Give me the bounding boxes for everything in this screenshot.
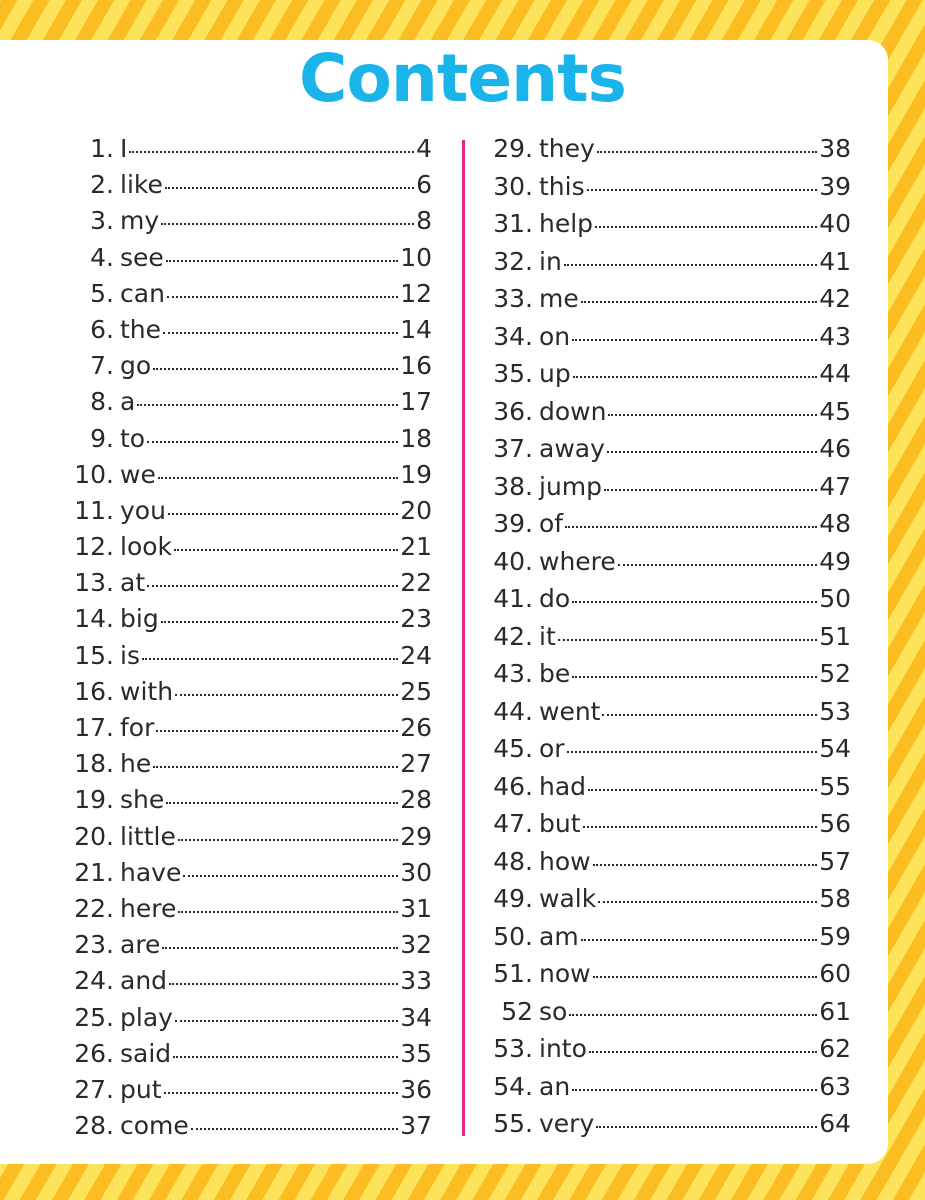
dot-leader	[137, 404, 398, 406]
entry-page-number: 47	[819, 471, 851, 501]
entry-page-number: 31	[400, 893, 432, 923]
dot-leader	[608, 414, 817, 416]
entry-number: 18.	[74, 749, 114, 779]
contents-entry	[66, 966, 432, 1002]
contents-entry	[66, 641, 432, 677]
dot-leader	[166, 802, 398, 804]
entry-word: jump	[539, 471, 603, 501]
contents-entry	[485, 209, 851, 247]
contents-entry	[66, 785, 432, 821]
dot-leader	[162, 947, 398, 949]
dot-leader	[567, 751, 818, 753]
entry-page-number: 34	[400, 1002, 432, 1032]
entry-word: now	[539, 959, 591, 988]
entry-word: he	[120, 749, 152, 779]
entry-page-number: 14	[400, 314, 432, 344]
dot-leader	[597, 151, 817, 153]
contents-entry	[485, 847, 851, 885]
contents-entry	[66, 170, 432, 206]
contents-entry	[66, 351, 432, 387]
contents-column-left	[66, 134, 432, 1147]
dot-leader	[147, 441, 398, 443]
contents-entry	[485, 959, 851, 997]
contents-entry	[485, 1109, 851, 1147]
entry-number: 25.	[74, 1002, 114, 1032]
entry-number: 43.	[493, 659, 533, 688]
entry-page-number: 54	[819, 734, 851, 763]
entry-number: 7.	[90, 351, 114, 381]
entry-word: at	[120, 568, 146, 598]
contents-entry	[485, 284, 851, 322]
entry-number: 24.	[74, 966, 114, 996]
dot-leader	[178, 911, 398, 913]
column-divider	[462, 140, 465, 1136]
dot-leader	[165, 187, 414, 189]
entry-page-number: 22	[400, 568, 432, 598]
dot-leader	[174, 549, 398, 551]
entry-page-number: 35	[400, 1038, 432, 1068]
entry-number: 54.	[493, 1071, 533, 1101]
entry-number: 2.	[90, 170, 114, 200]
entry-word: this	[539, 171, 585, 201]
contents-entry	[485, 434, 851, 472]
dot-leader	[581, 939, 818, 941]
entry-word: here	[120, 893, 177, 923]
entry-word: or	[539, 734, 565, 763]
entry-word: play	[120, 1002, 173, 1032]
entry-page-number: 4	[416, 134, 432, 163]
entry-number: 9.	[90, 423, 114, 453]
dot-leader	[588, 789, 817, 791]
entry-page-number: 33	[400, 966, 432, 996]
contents-entry	[66, 822, 432, 858]
dot-leader	[178, 839, 398, 841]
entry-page-number: 24	[400, 640, 432, 670]
entry-number: 16.	[74, 676, 114, 706]
entry-number: 15.	[74, 640, 114, 670]
entry-page-number: 42	[819, 284, 851, 313]
entry-word: me	[539, 284, 579, 313]
entry-word: walk	[539, 884, 597, 913]
page-title: Contents	[299, 40, 626, 117]
dot-leader	[595, 226, 817, 228]
contents-entry	[66, 1003, 432, 1039]
entry-word: is	[120, 640, 140, 670]
contents-entry	[485, 772, 851, 810]
entry-word: and	[120, 966, 168, 996]
dot-leader	[558, 639, 817, 641]
dot-leader	[161, 223, 414, 225]
entry-number: 47.	[493, 809, 533, 838]
entry-number: 36.	[493, 396, 533, 426]
entry-word: said	[120, 1038, 172, 1068]
contents-entry	[66, 532, 432, 568]
entry-page-number: 32	[400, 930, 432, 960]
entry-page-number: 37	[400, 1111, 432, 1141]
entry-word: very	[539, 1109, 595, 1138]
entry-word: where	[539, 546, 616, 576]
dot-leader	[587, 189, 818, 191]
contents-entry	[66, 206, 432, 242]
entry-number: 34.	[493, 321, 533, 351]
entry-page-number: 18	[400, 423, 432, 453]
entry-number: 44.	[493, 696, 533, 726]
dot-leader	[168, 513, 398, 515]
entry-page-number: 17	[400, 387, 432, 417]
entry-number: 28.	[74, 1111, 114, 1141]
dot-leader	[602, 714, 817, 716]
entry-word: my	[120, 206, 160, 236]
entry-page-number: 45	[819, 396, 851, 426]
contents-entry	[485, 997, 851, 1035]
entry-word: went	[539, 696, 601, 726]
contents-entry	[66, 749, 432, 785]
contents-entry	[485, 1072, 851, 1110]
entry-page-number: 49	[819, 546, 851, 576]
dot-leader	[618, 564, 817, 566]
entry-number: 55.	[493, 1109, 533, 1138]
entry-word: to	[120, 423, 146, 453]
entry-word: come	[120, 1111, 189, 1141]
contents-entry	[66, 1111, 432, 1147]
contents-entry	[485, 247, 851, 285]
entry-page-number: 59	[819, 921, 851, 951]
dot-leader	[164, 1092, 399, 1094]
dot-leader	[163, 332, 398, 334]
entry-word: I	[120, 134, 128, 163]
entry-number: 6.	[90, 314, 114, 344]
contents-entry	[485, 322, 851, 360]
contents-entry	[485, 809, 851, 847]
entry-word: look	[120, 532, 173, 562]
entry-word: away	[539, 434, 605, 463]
contents-entry	[485, 697, 851, 735]
contents-entry	[66, 894, 432, 930]
contents-entry	[485, 134, 851, 172]
contents-entry	[66, 496, 432, 532]
entry-number: 38.	[493, 471, 533, 501]
entry-number: 26.	[74, 1038, 114, 1068]
entry-number: 13.	[74, 568, 114, 598]
dot-leader	[583, 826, 818, 828]
entry-word: see	[120, 242, 164, 272]
entry-number: 39.	[493, 509, 533, 538]
entry-number: 32.	[493, 246, 533, 276]
contents-entry	[66, 568, 432, 604]
contents-entry	[66, 387, 432, 423]
entry-word: the	[120, 314, 162, 344]
dot-leader	[589, 1051, 817, 1053]
contents-entry	[66, 1039, 432, 1075]
entry-number: 29.	[493, 134, 533, 163]
dot-leader	[593, 976, 818, 978]
contents-entry	[66, 858, 432, 894]
entry-number: 20.	[74, 821, 114, 851]
contents-entry	[66, 677, 432, 713]
contents-entry	[485, 472, 851, 510]
contents-entry	[485, 547, 851, 585]
entry-number: 22.	[74, 893, 114, 923]
contents-entry	[66, 424, 432, 460]
dot-leader	[158, 477, 398, 479]
entry-word: on	[539, 321, 571, 351]
entry-word: so	[539, 996, 568, 1026]
dot-leader	[581, 301, 817, 303]
entry-number: 53.	[493, 1034, 533, 1063]
entry-page-number: 28	[400, 785, 432, 815]
entry-number: 30.	[493, 171, 533, 201]
entry-number: 8.	[90, 387, 114, 417]
contents-entry	[66, 279, 432, 315]
entry-word: but	[539, 809, 581, 838]
entry-word: they	[539, 134, 595, 163]
entry-page-number: 25	[400, 676, 432, 706]
dot-leader	[153, 368, 398, 370]
entry-page-number: 21	[400, 532, 432, 562]
entry-page-number: 53	[819, 696, 851, 726]
dot-leader	[129, 151, 414, 153]
entry-number: 50.	[493, 921, 533, 951]
dot-leader	[593, 864, 818, 866]
entry-word: go	[120, 351, 152, 381]
entry-number: 1.	[90, 134, 114, 163]
entry-number: 37.	[493, 434, 533, 463]
entry-number: 19.	[74, 785, 114, 815]
dot-leader	[175, 1020, 398, 1022]
entry-word: do	[539, 584, 571, 613]
entry-word: for	[120, 713, 155, 742]
contents-entry	[485, 659, 851, 697]
entry-page-number: 39	[819, 171, 851, 201]
entry-page-number: 10	[400, 242, 432, 272]
entry-word: we	[120, 459, 156, 489]
contents-entry	[485, 884, 851, 922]
entry-number: 48.	[493, 846, 533, 876]
dot-leader	[607, 451, 817, 453]
entry-page-number: 44	[819, 359, 851, 388]
entry-number: 23.	[74, 930, 114, 960]
entry-number: 12.	[74, 532, 114, 562]
entry-page-number: 60	[819, 959, 851, 988]
dot-leader	[166, 260, 398, 262]
entry-page-number: 40	[819, 209, 851, 238]
entry-word: it	[539, 621, 556, 651]
contents-entry	[66, 134, 432, 170]
entry-word: she	[120, 785, 165, 815]
dot-leader	[604, 489, 817, 491]
dot-leader	[596, 1126, 817, 1128]
entry-page-number: 57	[819, 846, 851, 876]
dot-leader	[142, 658, 398, 660]
entry-page-number: 27	[400, 749, 432, 779]
entry-word: down	[539, 396, 607, 426]
entry-page-number: 46	[819, 434, 851, 463]
entry-number: 42.	[493, 621, 533, 651]
entry-number: 35.	[493, 359, 533, 388]
entry-word: had	[539, 771, 587, 801]
dot-leader	[598, 901, 817, 903]
dot-leader	[167, 296, 398, 298]
entry-number: 33.	[493, 284, 533, 313]
entry-word: put	[120, 1074, 162, 1104]
contents-entry	[485, 734, 851, 772]
entry-number: 52	[501, 996, 533, 1026]
entry-page-number: 51	[819, 621, 851, 651]
dot-leader	[569, 1014, 817, 1016]
dot-leader	[191, 1128, 398, 1130]
entry-page-number: 38	[819, 134, 851, 163]
dot-leader	[565, 526, 817, 528]
entry-page-number: 19	[400, 459, 432, 489]
entry-number: 40.	[493, 546, 533, 576]
entry-word: like	[120, 170, 163, 200]
entry-number: 11.	[74, 495, 114, 525]
entry-word: of	[539, 509, 564, 538]
entry-page-number: 55	[819, 771, 851, 801]
contents-column-right	[485, 134, 851, 1147]
entry-number: 5.	[90, 278, 114, 308]
dot-leader	[156, 730, 398, 732]
dot-leader	[564, 264, 817, 266]
entry-word: up	[539, 359, 571, 388]
entry-page-number: 62	[819, 1034, 851, 1063]
contents-entry	[485, 172, 851, 210]
entry-page-number: 23	[400, 604, 432, 634]
entry-number: 21.	[74, 857, 114, 887]
contents-entry	[66, 243, 432, 279]
entry-page-number: 58	[819, 884, 851, 913]
entry-word: how	[539, 846, 591, 876]
entry-page-number: 30	[400, 857, 432, 887]
contents-entry	[66, 930, 432, 966]
entry-word: little	[120, 821, 176, 851]
contents-entry	[66, 460, 432, 496]
entry-page-number: 6	[416, 170, 432, 200]
dot-leader	[153, 766, 398, 768]
entry-word: am	[539, 921, 579, 951]
entry-number: 49.	[493, 884, 533, 913]
entry-page-number: 43	[819, 321, 851, 351]
contents-entry	[485, 1034, 851, 1072]
contents-entry	[485, 509, 851, 547]
entry-word: a	[120, 387, 136, 417]
entry-page-number: 20	[400, 495, 432, 525]
entry-page-number: 8	[416, 206, 432, 236]
entry-number: 17.	[74, 713, 114, 742]
entry-word: have	[120, 857, 182, 887]
entry-word: big	[120, 604, 159, 634]
entry-page-number: 16	[400, 351, 432, 381]
entry-number: 4.	[90, 242, 114, 272]
contents-entry	[485, 922, 851, 960]
entry-number: 51.	[493, 959, 533, 988]
entry-page-number: 50	[819, 584, 851, 613]
entry-word: can	[120, 278, 165, 308]
contents-entry	[66, 315, 432, 351]
entry-number: 46.	[493, 771, 533, 801]
entry-page-number: 29	[400, 821, 432, 851]
contents-entry	[485, 359, 851, 397]
entry-page-number: 63	[819, 1071, 851, 1101]
entry-page-number: 61	[819, 996, 851, 1026]
dot-leader	[147, 585, 398, 587]
contents-entry	[66, 713, 432, 749]
contents-entry	[485, 584, 851, 622]
dot-leader	[573, 376, 817, 378]
entry-number: 10.	[74, 459, 114, 489]
entry-number: 14.	[74, 604, 114, 634]
entry-number: 45.	[493, 734, 533, 763]
dot-leader	[183, 875, 398, 877]
entry-word: be	[539, 659, 571, 688]
entry-number: 27.	[74, 1074, 114, 1104]
dot-leader	[173, 1056, 398, 1058]
dot-leader	[169, 983, 398, 985]
entry-page-number: 41	[819, 246, 851, 276]
dot-leader	[572, 676, 817, 678]
entry-page-number: 26	[400, 713, 432, 742]
entry-number: 3.	[90, 206, 114, 236]
entry-page-number: 36	[400, 1074, 432, 1104]
entry-page-number: 12	[400, 278, 432, 308]
entry-page-number: 48	[819, 509, 851, 538]
entry-word: in	[539, 246, 562, 276]
entry-word: you	[120, 495, 166, 525]
entry-word: an	[539, 1071, 571, 1101]
entry-number: 31.	[493, 209, 533, 238]
entry-word: into	[539, 1034, 587, 1063]
dot-leader	[572, 601, 817, 603]
contents-entry	[66, 1075, 432, 1111]
entry-number: 41.	[493, 584, 533, 613]
entry-word: help	[539, 209, 594, 238]
dot-leader	[161, 621, 399, 623]
dot-leader	[175, 694, 398, 696]
entry-word: with	[120, 676, 174, 706]
entry-page-number: 52	[819, 659, 851, 688]
dot-leader	[572, 339, 817, 341]
dot-leader	[572, 1089, 817, 1091]
contents-entry	[66, 604, 432, 640]
entry-word: are	[120, 930, 161, 960]
entry-page-number: 56	[819, 809, 851, 838]
contents-entry	[485, 397, 851, 435]
contents-entry	[485, 622, 851, 660]
entry-page-number: 64	[819, 1109, 851, 1138]
